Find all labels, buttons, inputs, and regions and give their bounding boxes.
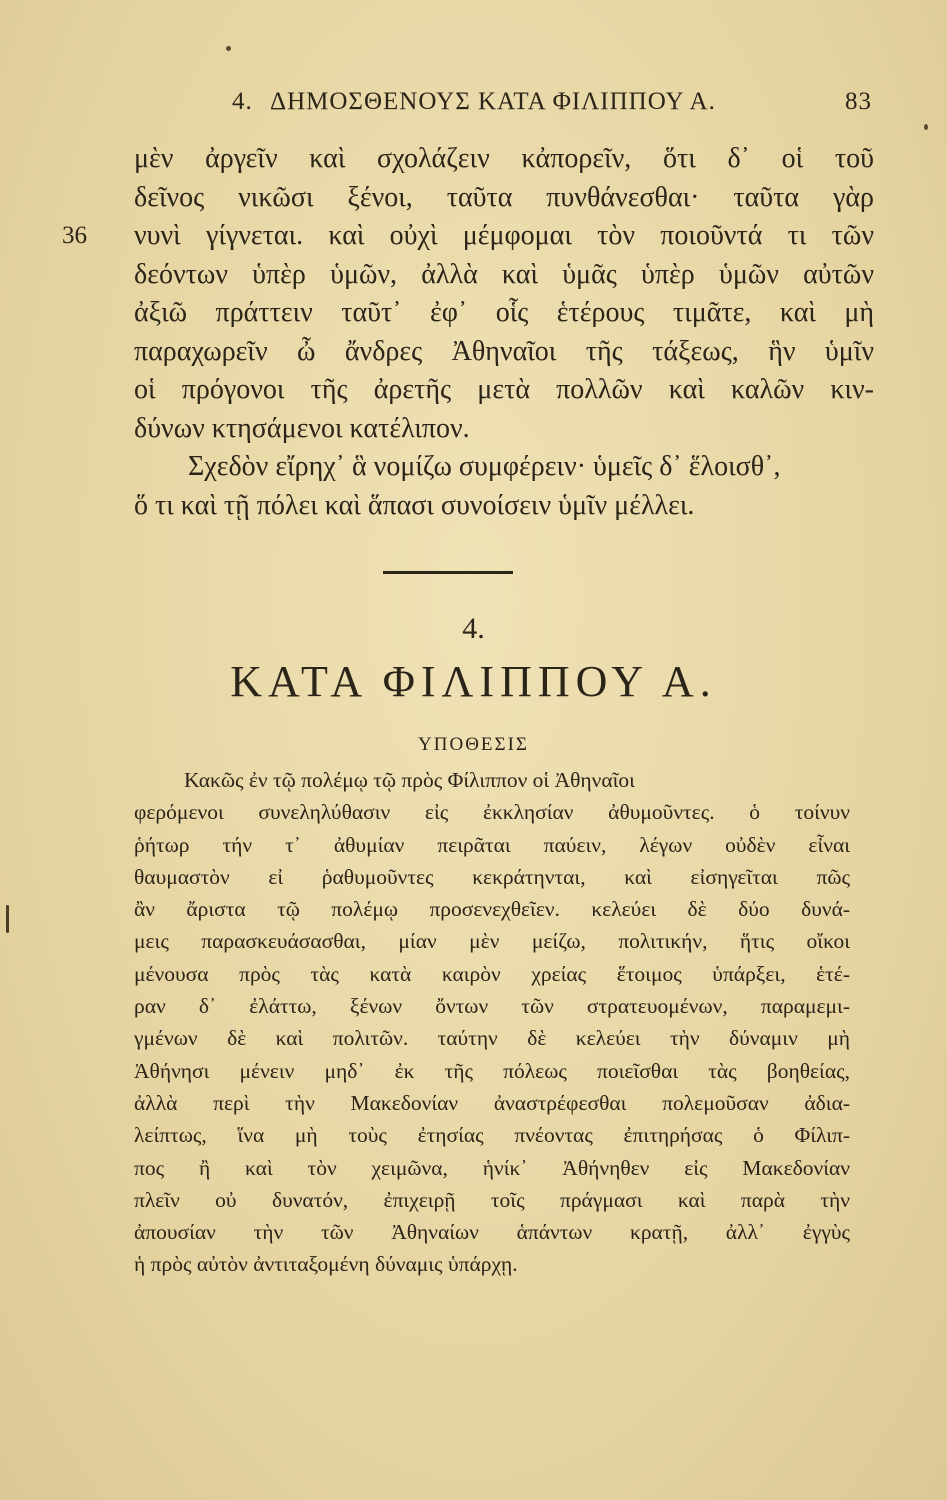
- summary-line: ῥήτωρ τήν τ᾽ ἀθυμίαν πειρᾶται παύειν, λέγων οὐδὲν εἶναι: [134, 832, 850, 857]
- main-text: [62, 140, 874, 525]
- running-head: [232, 88, 872, 122]
- paper-speck: [924, 124, 928, 130]
- hypothesis-text: [134, 764, 850, 1281]
- text-line: δύνων κτησάμενοι κατέλιπον.: [134, 412, 470, 444]
- summary-line: ἡ πρὸς αὐτὸν ἀντιταξομένη δύναμις ὑπάρχῃ.: [134, 1252, 518, 1277]
- hypothesis-heading: ΥΠΟΘΕΣΙΣ: [418, 734, 529, 755]
- section-title: ΚΑΤΑ ΦΙΛΙΠΠΟΥ Α.: [230, 657, 717, 706]
- section-number: 4.: [462, 612, 485, 645]
- text-line: ἀξιῶ πράττειν ταῦτ᾽ ἐφ᾽ οἷς ἑτέρους τιμᾶτε, καὶ μὴ: [134, 297, 874, 328]
- text-line: νυνὶ γίγνεται. καὶ οὐχὶ μέμφομαι τὸν ποιοῦντά τι τῶν: [134, 220, 874, 251]
- summary-line: ἂν ἄριστα τῷ πολέμῳ προσενεχθεῖεν. κελεύει δὲ δύο δυνά-: [134, 897, 850, 922]
- text-line: παραχωρεῖν ὦ ἄνδρες Ἀθηναῖοι τῆς τάξεως, ἣν ὑμῖν: [134, 335, 874, 367]
- text-line-numbered: [62, 217, 874, 256]
- running-head-number: 4.: [232, 88, 253, 115]
- text-line: Σχεδὸν εἴρηχ᾽ ἃ νομίζω συμφέρειν· ὑμεῖς δ᾽ ἕλοισθ᾽,: [188, 451, 781, 482]
- summary-line: ἀλλὰ περὶ τὴν Μακεδονίαν ἀναστρέφεσθαι πολεμοῦσαν ἀδια-: [134, 1090, 850, 1115]
- running-head-title: ΔΗΜΟΣΘΕΝΟΥΣ ΚΑΤΑ ΦΙΛΙΠΠΟΥ Α.: [270, 88, 716, 115]
- text-line: δεῖνος νικῶσι ξένοι, ταῦτα πυνθάνεσθαι· ταῦτα γὰρ: [134, 181, 874, 213]
- summary-line: φερόμενοι συνεληλύθασιν εἰς ἐκκλησίαν ἀθυμοῦντες. ὁ τοίνυν: [134, 800, 850, 825]
- text-line: μὲν ἀργεῖν καὶ σχολάζειν κἀπορεῖν, ὅτι δ᾽ οἱ τοῦ: [134, 143, 874, 174]
- summary-line: μεις παρασκευάσασθαι, μίαν μὲν μείζω, πολιτικήν, ἥτις οἴκοι: [134, 929, 850, 954]
- paper-speck: [226, 46, 231, 51]
- summary-line: μένουσα πρὸς τὰς κατὰ καιρὸν χρείας ἕτοιμος ὑπάρξει, ἑτέ-: [134, 961, 850, 986]
- summary-line: Ἀθήνησι μένειν μηδ᾽ ἐκ τῆς πόλεως ποιεῖσθαι τὰς βοηθείας,: [134, 1058, 850, 1083]
- summary-line: πλεῖν οὐ δυνατόν, ἐπιχειρῇ τοῖς πράγμασι καὶ παρὰ τὴν: [134, 1187, 850, 1212]
- summary-line: θαυμαστὸν εἰ ῥαθυμοῦντες κεκράτηνται, καὶ εἰσηγεῖται πῶς: [134, 864, 850, 889]
- summary-line: Κακῶς ἐν τῷ πολέμῳ τῷ πρὸς Φίλιππον οἱ Ἀθηναῖοι: [184, 768, 635, 792]
- text-line: ὅ τι καὶ τῇ πόλει καὶ ἅπασι συνοίσειν ὑμῖν μέλλει.: [134, 489, 695, 521]
- summary-line: ραν δ᾽ ἐλάττω, ξένων ὄντων τῶν στρατευομένων, παραμεμι-: [134, 994, 850, 1019]
- summary-line: πος ἢ καὶ τὸν χειμῶνα, ἡνίκ᾽ Ἀθήνηθεν εἰς Μακεδονίαν: [134, 1155, 850, 1180]
- summary-line: λείπτως, ἵνα μὴ τοὺς ἐτησίας πνέοντας ἐπιτηρήσας ὁ Φίλιπ-: [134, 1123, 850, 1148]
- margin-section-number: 36: [62, 222, 87, 249]
- section-divider: [383, 571, 513, 574]
- summary-line: γμένων δὲ καὶ πολιτῶν. ταύτην δὲ κελεύει τὴν δύναμιν μὴ: [134, 1026, 850, 1051]
- text-line: οἱ πρόγονοι τῆς ἀρετῆς μετὰ πολλῶν καὶ καλῶν κιν-: [134, 374, 874, 405]
- text-line: δεόντων ὑπὲρ ὑμῶν, ἀλλὰ καὶ ὑμᾶς ὑπὲρ ὑμῶν αὐτῶν: [134, 258, 874, 290]
- paper-mark: [6, 905, 9, 933]
- summary-line: ἀπουσίαν τὴν τῶν Ἀθηναίων ἁπάντων κρατῇ, ἀλλ᾽ ἐγγὺς: [134, 1220, 850, 1245]
- page-number: 83: [845, 88, 872, 115]
